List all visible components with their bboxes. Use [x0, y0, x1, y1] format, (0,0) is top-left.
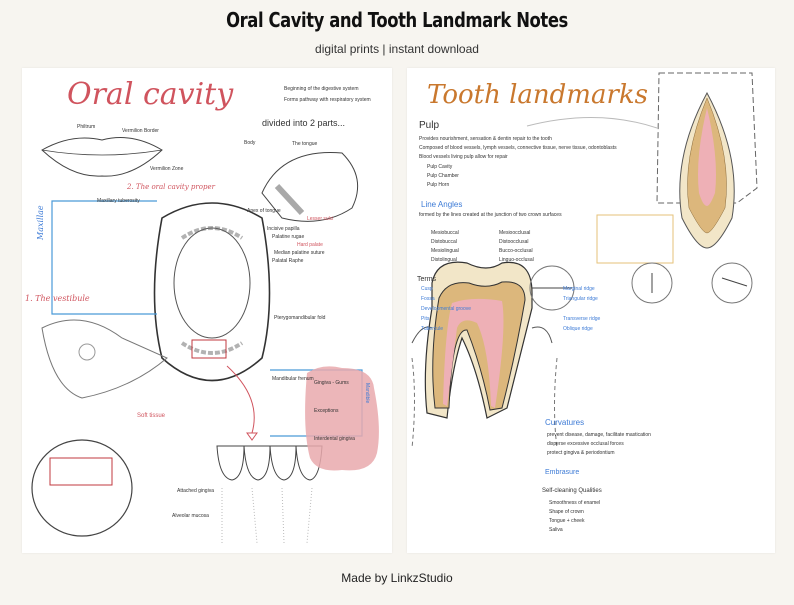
term: Transverse ridge	[563, 316, 601, 322]
oral-cavity-preview	[22, 68, 392, 553]
terms-heading: Terms	[417, 276, 437, 283]
gingiva-label: Alveolar mucosa	[172, 513, 209, 519]
palate-label: Mandibular frenum	[272, 376, 314, 382]
oral-cavity-heading: Oral cavity	[67, 77, 234, 112]
pulp-line: Blood vessels living pulp allow for repair	[419, 154, 508, 160]
line-angle: Distolingual	[431, 257, 457, 263]
term: Triangular ridge	[563, 296, 598, 302]
line-angle: Linguo-occlusal	[499, 257, 534, 263]
palate-label: Median palatine suture	[274, 250, 325, 256]
lip-label: Vermilion Border	[122, 128, 159, 134]
line-angle: Distobuccal	[431, 239, 457, 245]
curvatures-heading: Curvatures	[545, 418, 585, 427]
line-angles-desc: formed by the lines created at the junction of two crown surfaces	[419, 212, 562, 218]
palate-label: Palatal Raphe	[272, 258, 304, 264]
term: Developmental groove	[421, 306, 472, 312]
page-title: Oral Cavity and Tooth Landmark Notes	[226, 8, 568, 32]
palate-label: Palatine rugae	[272, 234, 305, 240]
page-subtitle: digital prints | instant download	[315, 42, 479, 56]
pulp-line: Provides nourishment, sensation & dentin repair to the tooth	[419, 136, 552, 142]
tooth-landmarks-preview	[407, 68, 775, 553]
self-cleaning-item: Shape of crown	[549, 509, 584, 515]
maxillae-label: Maxillae	[36, 205, 45, 240]
palate-label: Hard palate	[297, 242, 323, 248]
self-cleaning-item: Smoothness of enamel	[549, 500, 601, 506]
term: Marginal ridge	[563, 286, 595, 292]
mandible-label: Mandible	[364, 383, 370, 404]
term: Tubercule	[421, 326, 444, 332]
line-angle: Distoocclusal	[499, 239, 529, 245]
self-cleaning-heading: Self-cleaning Qualities	[542, 488, 602, 494]
footer-credit: Made by LinkzStudio	[341, 571, 453, 585]
oral-cavity-illustrations	[22, 68, 392, 553]
lip-label: Philtrum	[77, 124, 96, 130]
intro-line: Beginning of the digestive system	[284, 86, 359, 92]
curvature-item: prevent disease, damage, facilitate mastication	[547, 432, 651, 438]
pulp-part: Pulp Chamber	[427, 173, 459, 179]
line-angles-heading: Line Angles	[421, 200, 463, 209]
term: Oblique ridge	[563, 326, 593, 332]
tongue-label: Apex of tongue	[247, 208, 281, 214]
pulp-part: Pulp Cavity	[427, 164, 453, 170]
tongue-label: The tongue	[292, 141, 318, 147]
lip-label: Vermilion Zone	[150, 166, 184, 172]
term: Fossa	[421, 296, 435, 302]
section-heading: 1. The vestibule	[25, 294, 90, 303]
note-line: Gingiva - Gums	[314, 380, 349, 386]
pulp-line: Composed of blood vessels, lymph vessels, connective tissue, nerve tissue, odontoblasts	[419, 145, 617, 151]
line-angle: Bucco-occlusal	[499, 248, 533, 254]
line-angle: Mesiolingual	[431, 248, 459, 254]
pulp-heading: Pulp	[419, 120, 440, 131]
curvature-item: disperse excessive occlusal forces	[547, 441, 624, 447]
gingiva-label: Attached gingiva	[177, 488, 214, 494]
line-angle: Mesiobuccal	[431, 230, 459, 236]
soft-tissue-label: Soft tissue	[137, 413, 166, 419]
term: Cusp	[421, 286, 433, 292]
tongue-label: Body	[244, 140, 256, 146]
tongue-label: Lesser sulci	[307, 216, 334, 222]
tooth-landmarks-heading: Tooth landmarks	[427, 80, 648, 110]
curvature-item: protect gingiva & periodontium	[547, 450, 615, 456]
section-heading: 2. The oral cavity proper	[127, 183, 215, 191]
embrasure-heading: Embrasure	[545, 469, 580, 476]
intro-line: Forms pathway with respiratory system	[284, 97, 371, 103]
intro-line: divided into 2 parts...	[262, 118, 346, 128]
note-line: Interdental gingiva	[314, 436, 355, 442]
self-cleaning-item: Tongue + cheek	[549, 518, 585, 524]
palate-label: Incisive papilla	[267, 226, 300, 232]
self-cleaning-item: Saliva	[549, 527, 563, 533]
term: Pits	[421, 316, 430, 322]
pulp-part: Pulp Horn	[427, 182, 450, 188]
line-angle: Mesioocclusal	[499, 230, 531, 236]
palate-label: Pterygomandibular fold	[274, 315, 326, 321]
note-line: Exceptions	[314, 408, 339, 414]
palate-label: Maxillary tuberosity	[97, 198, 140, 204]
